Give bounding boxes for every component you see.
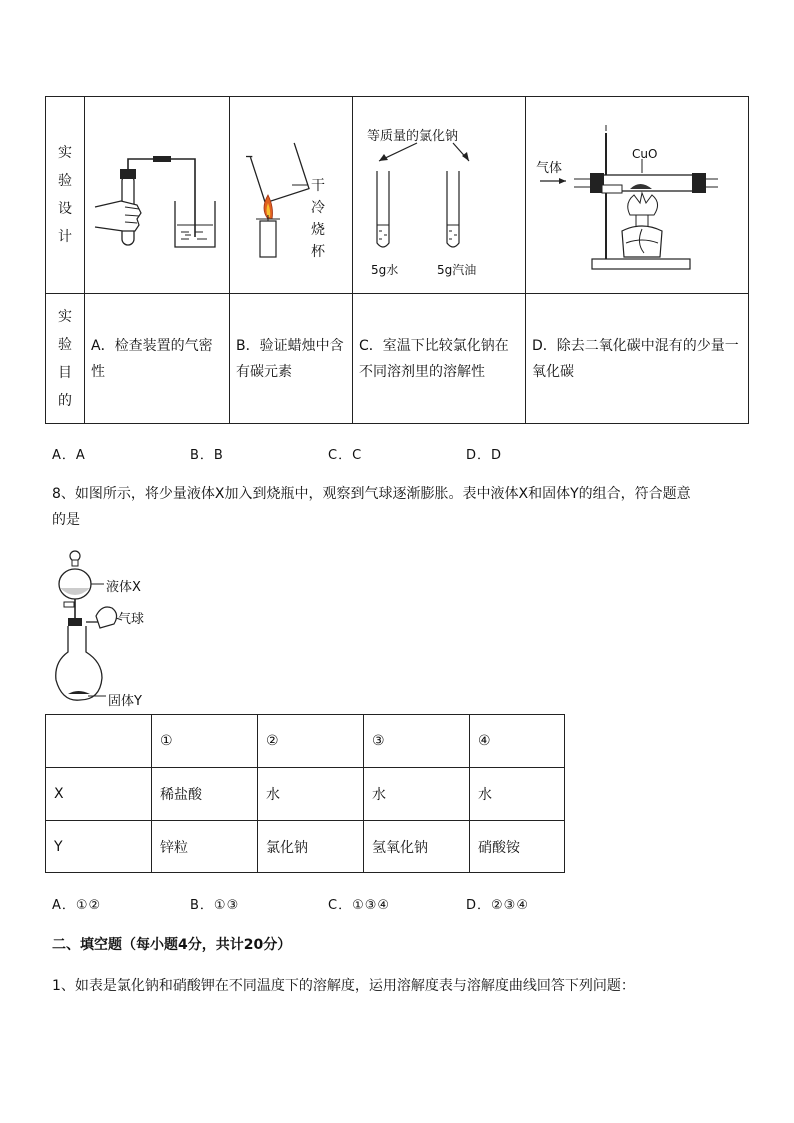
- q8-stem-line2: 的是: [52, 512, 80, 528]
- figure-c-left-label: 5g水: [371, 263, 399, 277]
- label-solid-y: 固体Y: [108, 694, 142, 709]
- experiment-table: [45, 96, 749, 424]
- purpose-a: A．检查装置的气密性: [85, 294, 230, 424]
- table-cell: 氢氧化钠: [364, 821, 470, 873]
- section-title: 二、填空题（每小题4分，共计20分）: [52, 937, 292, 953]
- header-char: 验: [58, 173, 72, 189]
- figure-d-co-removal: [526, 97, 749, 294]
- label-char: 冷: [311, 200, 325, 216]
- figure-c-title: 等质量的氯化钠: [367, 129, 459, 144]
- figure-d-drawing: [526, 97, 746, 289]
- option-a[interactable]: A．A: [52, 448, 86, 463]
- label-balloon: 气球: [118, 612, 145, 627]
- figure-b-label: [310, 175, 326, 263]
- row-header-purpose: [46, 294, 85, 424]
- table-cell: Y: [46, 821, 152, 873]
- label-char: 烧: [311, 222, 325, 238]
- header-char: 实: [58, 308, 72, 325]
- flask-figure: [50, 548, 170, 708]
- figure-b-candle: [230, 97, 353, 294]
- table-cell: ④: [470, 715, 565, 768]
- label-liquid-x: 液体X: [106, 580, 141, 595]
- table-cell: 稀盐酸: [152, 768, 258, 821]
- q8-stem-line1: 8、如图所示，将少量液体X加入到烧瓶中，观察到气球逐渐膨胀。表中液体X和固体Y的组合，符合题意: [52, 486, 691, 502]
- figure-d-gas-label: 气体: [536, 161, 563, 176]
- figure-c-right-label: 5g汽油: [437, 263, 477, 277]
- header-char: 验: [58, 336, 72, 353]
- table-cell: 氯化钠: [258, 821, 364, 873]
- table-header-row: [46, 715, 565, 768]
- label-char: 杯: [311, 244, 325, 260]
- purpose-b: B．验证蜡烛中含有碳元素: [230, 294, 353, 424]
- figure-c-solubility: [353, 97, 526, 294]
- figure-b-drawing: [230, 97, 352, 289]
- header-char: 设: [58, 201, 72, 217]
- table-cell: X: [46, 768, 152, 821]
- table-cell: 水: [258, 768, 364, 821]
- label-char: 干: [311, 178, 325, 194]
- table-cell: ③: [364, 715, 470, 768]
- table-cell: ①: [152, 715, 258, 768]
- option-c[interactable]: C．①③④: [328, 898, 391, 913]
- option-a[interactable]: A．①②: [52, 898, 102, 913]
- table-row: [46, 768, 565, 821]
- table-row: [46, 821, 565, 873]
- header-char: 的: [58, 392, 72, 409]
- table-cell: ②: [258, 715, 364, 768]
- table-cell: [46, 715, 152, 768]
- option-b[interactable]: B．①③: [190, 898, 240, 913]
- header-char: 计: [58, 229, 72, 245]
- row-header-design: [46, 97, 85, 294]
- flask-drawing: [50, 548, 170, 708]
- q2-1-stem: 1、如表是氯化钠和硝酸钾在不同温度下的溶解度，运用溶解度表与溶解度曲线回答下列问题：: [52, 978, 635, 994]
- option-b[interactable]: B．B: [190, 448, 224, 463]
- option-d[interactable]: D．D: [466, 448, 503, 463]
- option-d[interactable]: D．②③④: [466, 898, 529, 913]
- q8-stem: [52, 481, 752, 533]
- figure-d-cuo-label: CuO: [632, 147, 658, 161]
- table-cell: 锌粒: [152, 821, 258, 873]
- figure-a-airtightness: [85, 97, 230, 294]
- header-char: 实: [58, 145, 72, 161]
- table-cell: 水: [364, 768, 470, 821]
- table-cell: 硝酸铵: [470, 821, 565, 873]
- figure-a-drawing: [85, 97, 229, 289]
- table-cell: 水: [470, 768, 565, 821]
- q8-combination-table: [45, 714, 565, 873]
- purpose-d: D．除去二氧化碳中混有的少量一氧化碳: [526, 294, 749, 424]
- purpose-c: C．室温下比较氯化钠在不同溶剂里的溶解性: [353, 294, 526, 424]
- header-char: 目: [58, 364, 72, 381]
- option-c[interactable]: C．C: [328, 448, 363, 463]
